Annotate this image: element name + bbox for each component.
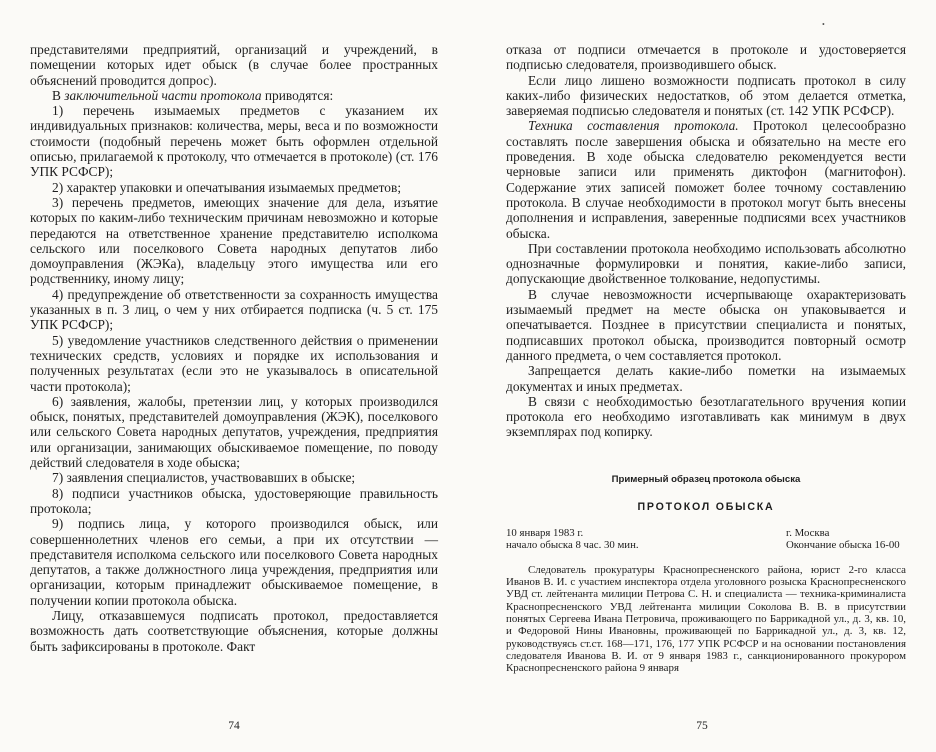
left-paragraph — [30, 88, 438, 103]
left-paragraph: 6) заявления, жалобы, претензии лиц, у которых производился обыск, понятых, представителей домоуправления (ЖЭК), поселкового или сельского Совета народных депутатов, учреждения, предприятия или организации, занимающих обыскиваемое помещение, по поводу действий следователя в ходе обыска; — [30, 393, 438, 471]
page-number-right: 75 — [696, 720, 708, 732]
right-paragraph: В связи с необходимостью безотлагательного вручения копии протокола его необходимо изготавливать как минимум в двух экземплярах под копирку. — [506, 393, 906, 440]
right-paragraphs — [506, 42, 906, 440]
right-paragraph: Если лицо лишено возможности подписать протокол в силу каких-либо физических недостатков, об этом делается отметка, заверяемая подписью следователя и понятых (ст. 142 УПК РСФСР). — [506, 72, 906, 119]
left-paragraph: 3) перечень предметов, имеющих значение для дела, изъятие которых по каким-либо техническим причинам невозможно и которые передаются на ответственное хранение представителю исполкома сельского или поселкового Совета народных депутатов либо домоуправления (ЖЭКа), владельцу этого имущества или его родственнику, иному лицу; — [30, 194, 438, 287]
left-paragraph: представителями предприятий, организаций и учреждений, в помещении которых идет обыск (в случае более пространных объяснений проводится допрос). — [30, 42, 438, 88]
protocol-city: г. Москва — [786, 526, 830, 539]
protocol-header — [506, 527, 906, 552]
protocol-date: 10 января 1983 г. — [506, 526, 584, 539]
left-paragraph: Лицу, отказавшемуся подписать протокол, предоставляется возможность дать соответствующие объяснения, которые должны быть зафиксированы в протоколе. Факт — [30, 607, 438, 654]
paragraph-lead: В — [52, 87, 65, 103]
right-paragraph: В случае невозможности исчерпывающе охарактеризовать изымаемый предмет на месте обыска он упаковывается и опечатывается. Позднее в присутствии специалиста и понятых, подписавших протокол обыска, производится повторный осмотр данного предмета, о чем составляется протокол. — [506, 286, 906, 363]
left-paragraph: 4) предупреждение об ответственности за сохранность имущества указанных в п. 3 лиц, о чем у них отбирается подписка (ч. 5 ст. 175 УПК РСФСР); — [30, 286, 438, 333]
protocol-title: ПРОТОКОЛ ОБЫСКА — [637, 500, 775, 513]
right-paragraph: отказа от подписи отмечается в протоколе и удостоверяется подписью следователя, производившего обыск. — [506, 42, 906, 73]
right-page-text — [506, 42, 906, 674]
right-page — [468, 0, 936, 752]
left-page-text — [30, 42, 438, 654]
left-paragraph: 2) характер упаковки и опечатывания изымаемых предметов; — [52, 179, 402, 195]
left-paragraph: 7) заявления специалистов, участвовавших в обыске; — [52, 470, 356, 486]
paragraph-rest: приводятся: — [261, 87, 334, 103]
paragraph-italic-heading: заключительной части протокола — [64, 87, 262, 103]
left-paragraph: 5) уведомление участников следственного действия о применении технических средств, условиях и порядке их использования и полученных результатах (если это не указывалось в описательной части протокола); — [30, 332, 438, 394]
right-paragraph: Запрещается делать какие-либо пометки на изымаемых документах и иных предметах. — [506, 363, 906, 394]
left-paragraph: 9) подпись лица, у которого производился обыск, или совершеннолетних членов его семьи, а при их отсутствии — представителя исполкома сельского или поселкового Совета народных депутатов, а также должностного лица учреждения, предприятия или организации, которым принадлежит обыскиваемое помещение, в получении копии протокола обыска. — [30, 516, 438, 608]
protocol-end-time: Окончание обыска 16-00 — [786, 539, 900, 552]
paragraph-italic-heading: Техника составления протокола. — [528, 118, 739, 134]
page-number-left: 74 — [228, 720, 240, 732]
right-paragraph: При составлении протокола необходимо использовать абсолютно однозначные формулировки и понятия, какие-либо записи, допускающие двойственное толкование, недопустимы. — [506, 240, 906, 287]
print-speck: • — [822, 20, 825, 29]
protocol-body: Следователь прокуратуры Краснопресненского района, юрист 2-го класса Иванов В. И. с участием инспектора отдела уголовного розыска Краснопресненского УВД ст. лейтенанта милиции Петрова С. Н. и специалиста — техника-криминалиста Краснопресненского УВД лейтенанта милиции Соколова В. В. в присутствии понятых Сергеева Ивана Петровича, проживающего по Баррикадной ул., д. 3, кв. 10, и Федоровой Нины Ивановны, проживающей по Баррикадной ул., д. 3, кв. 12, руководствуясь ст.ст. 168—171, 176, 177 УПК РСФСР и на основании постановления следователя Иванова В. И. от 9 января 1983 г., санкционированного прокурором Краснопресненского района 9 января — [506, 563, 906, 675]
left-paragraph: 1) перечень изымаемых предметов с указанием их индивидуальных признаков: количества, меры, веса и по возможности стоимости (подобный перечень может быть оформлен отдельной описью, прилагаемой к протоколу, что отмечается в протоколе) (ст. 176 УПК РСФСР); — [30, 103, 438, 180]
protocol-start-time: начало обыска 8 час. 30 мин. — [506, 539, 639, 552]
right-paragraph — [506, 118, 906, 240]
sample-heading: Примерный образец протокола обыска — [611, 473, 801, 485]
paragraph-rest: Протокол целесообразно составлять после завершения обыска и обязательно на месте его проведения. В ходе обыска следователю рекомендуется вести черновые записи или применять диктофон (магнитофон). Содержание этих записей поможет более точному составлению протокола. В случае необходимости в протокол могут быть внесены дополнения и исправления, заверенные подписями всех участников обыска. — [506, 118, 907, 241]
left-paragraph: 8) подписи участников обыска, удостоверяющие правильность протокола; — [30, 485, 438, 516]
